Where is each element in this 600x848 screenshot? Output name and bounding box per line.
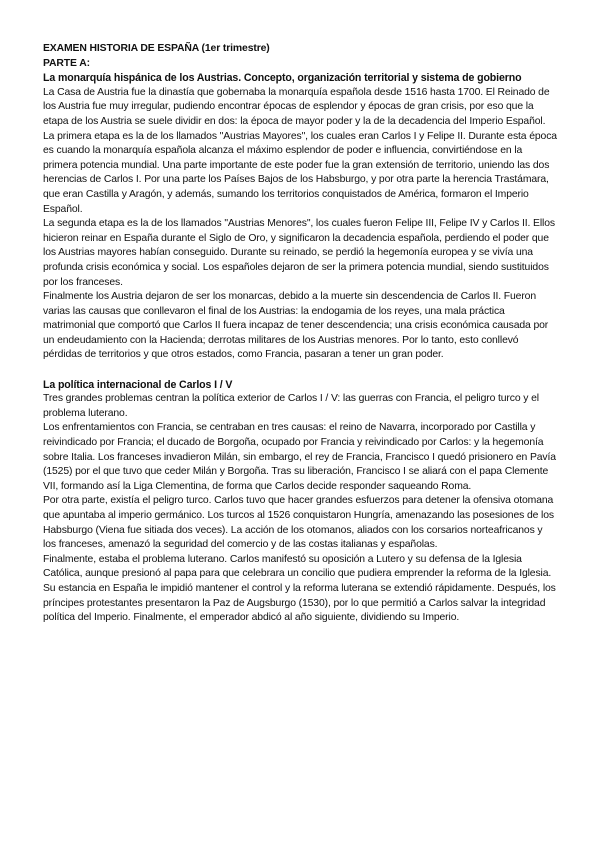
paragraph: La primera etapa es la de los llamados "Austrias Mayores", los cuales eran Carlos I y Felipe II. Durante esta época es cuando la monarquía española alcanza el máximo esplendor de poder e influencia, convirtiéndose en la primera potencia mundial. Una parte importante de este poder fue la gran extensión de territorio, uniendo las dos herencias de Carlos I. Por una parte los Países Bajos de los Habsburgo, y por otra parte la herencia Trastámara, que eran Castilla y Aragón, y además, sumando los territorios conquistados de América, formaron el Imperio Español. — [43, 130, 557, 215]
paragraph: Finalmente los Austria dejaron de ser los monarcas, debido a la muerte sin descendencia de Carlos II. Fueron varias las causas que conllevaron el final de los Austrias: la endogamia de los reyes, una mala práctica matrimonial que comportó que Carlos II fuera incapaz de tener descendencia; una crisis económica causada por un endeudamiento con la Hacienda; derrotas militares de los Austrias menores. Por lo tanto, esto conllevó pérdidas de territorios y que otros estados, como Francia, pasaran a tener un gran poder. — [43, 291, 549, 361]
section-title-carlos: La política internacional de Carlos I / V — [43, 378, 233, 391]
paragraph: La Casa de Austria fue la dinastía que gobernaba la monarquía española desde 1516 hasta 1700. El Reinado de los Austria fue muy irregular, pudiendo encontrar épocas de esplendor y épocas de gran crisis, por eso que la etapa de los Austria se suele dividir en dos: la época de mayor poder y la de la decadencia del Imperio Español. — [43, 86, 550, 127]
exam-title: EXAMEN HISTORIA DE ESPAÑA (1er trimestre) — [43, 43, 270, 54]
paragraph: Por otra parte, existía el peligro turco. Carlos tuvo que hacer grandes esfuerzos para detener la ofensiva otomana que apuntaba al imperio germánico. Los turcos al 1526 conquistaron Hungría, amenazando las posesiones de los Habsburgo (Viena fue sitiada dos veces). La acción de los otomanos, aliados con los corsarios norteafricanos y los franceses, amenazó la seguridad del comercio y de las costas italianas y españolas. — [43, 495, 554, 551]
document-page — [43, 42, 557, 626]
paragraph: Finalmente, estaba el problema luterano. Carlos manifestó su oposición a Lutero y su defensa de la Iglesia Católica, aunque presionó al papa para que celebrara un concilio que pudiera emprender la reforma de la Iglesia. Su estancia en España le impidió mantener el control y la reforma luterana se extendió rápidamente. Después, los príncipes protestantes presentaron la Paz de Augsburgo (1530), por lo que permitió a Carlos salvar la integridad política del Imperio. Finalmente, el emperador abdicó al año siguiente, dividiendo su Imperio. — [43, 553, 556, 624]
section-title-austrias: La monarquía hispánica de los Austrias. Concepto, organización territorial y sistema de gobierno — [43, 72, 522, 85]
paragraph: Tres grandes problemas centran la política exterior de Carlos I / V: las guerras con Francia, el peligro turco y el problema luterano. — [43, 393, 539, 419]
part-title: PARTE A: — [43, 57, 90, 69]
paragraph: La segunda etapa es la de los llamados "Austrias Menores", los cuales fueron Felipe III, Felipe IV y Carlos II. Ellos hicieron reinar en España durante el Siglo de Oro, y significaron la decadencia española, perdiendo el poder que los Austrias mayores habían conseguido. Durante su reinado, se perdió la hegemonía europea y se vivía una profunda crisis económica y social. Los españoles dejaron de ser la primera potencia mundial, siendo sustituidos por los franceses. — [43, 218, 555, 288]
section-spacer — [43, 363, 557, 378]
paragraph: Los enfrentamientos con Francia, se centraban en tres causas: el reino de Navarra, incorporado por Castilla y reivindicado por Francia; el ducado de Borgoña, ocupado por Francia y reivindicado por Carlos: y la hegemonía sobre Italia. Los franceses invadieron Milán, sin embargo, el rey de Francia, Francisco I quedó prisionero en Pavía (1525) por el que tuvo que ceder Milán y Borgoña. Tras su liberación, Francisco I se aliará con el papa Clemente VII, formando así la Liga Clementina, de forma que Carlos decide responder saqueando Roma. — [43, 422, 556, 492]
